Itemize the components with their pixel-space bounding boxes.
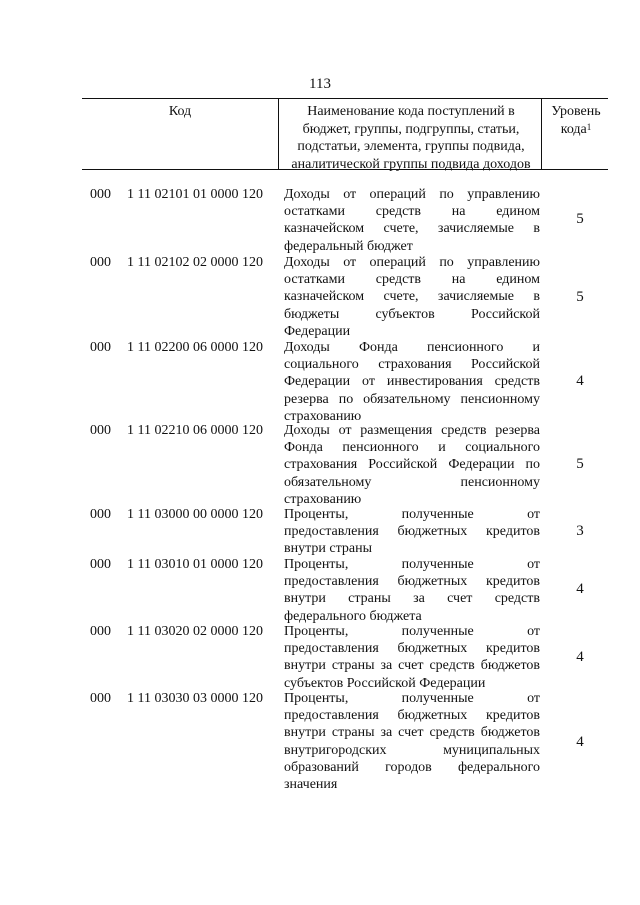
row-name-line: внутри страны за счет средств бюджетов bbox=[284, 658, 540, 674]
row-name-line: социального страхования Российской bbox=[284, 357, 540, 373]
row-level: 5 bbox=[576, 211, 584, 227]
row-name bbox=[284, 690, 540, 793]
row-name-line: субъектов Российской Федерации bbox=[284, 675, 486, 691]
row-name-line: резерва по обязательному пенсионному bbox=[284, 391, 540, 407]
header-level-line: Уровень bbox=[551, 104, 601, 119]
row-name bbox=[284, 254, 540, 340]
row-name-line: бюджеты субъектов Российской bbox=[284, 306, 540, 322]
row-name-line: Федерации от инвестирования средств bbox=[284, 374, 540, 390]
row-name-line: Доходы от размещения средств резерва bbox=[284, 423, 540, 438]
row-code: 1 11 03020 02 0000 120 bbox=[127, 624, 263, 639]
row-level: 4 bbox=[576, 581, 584, 597]
row-name-line: Проценты, полученные от bbox=[284, 557, 540, 572]
row-name-line: казначейском счете, зачисляемые в bbox=[284, 289, 540, 305]
row-name-line: страхования Российской Федерации по bbox=[284, 457, 540, 473]
row-level: 4 bbox=[576, 649, 584, 665]
row-code: 1 11 02102 02 0000 120 bbox=[127, 255, 263, 270]
row-name-line: предоставления бюджетных кредитов bbox=[284, 708, 540, 724]
row-name-line: федеральный бюджет bbox=[284, 238, 413, 254]
row-prefix: 000 bbox=[90, 255, 111, 270]
row-name bbox=[284, 506, 540, 558]
row-name-line: обязательному пенсионному bbox=[284, 474, 540, 490]
row-name-line: предоставления бюджетных кредитов bbox=[284, 574, 540, 590]
footnote-marker: 1 bbox=[586, 121, 592, 132]
page-number: 113 bbox=[309, 76, 331, 92]
row-name-line: значения bbox=[284, 777, 338, 793]
row-name-line: внутри страны bbox=[284, 541, 372, 557]
row-name-line: внутри страны за счет средств bbox=[284, 591, 540, 607]
row-name bbox=[284, 422, 540, 508]
header-name-line: Наименование кода поступлений в bbox=[307, 104, 515, 119]
row-prefix: 000 bbox=[90, 507, 111, 522]
row-prefix: 000 bbox=[90, 557, 111, 572]
row-prefix: 000 bbox=[90, 423, 111, 438]
row-code: 1 11 03030 03 0000 120 bbox=[127, 691, 263, 706]
row-name-line: Доходы от операций по управлению bbox=[284, 187, 540, 202]
row-name-line: внутригородских муниципальных bbox=[284, 742, 540, 758]
row-name-line: Проценты, полученные от bbox=[284, 507, 540, 522]
row-code: 1 11 03010 01 0000 120 bbox=[127, 557, 263, 572]
row-code: 1 11 02210 06 0000 120 bbox=[127, 423, 263, 438]
row-name-line: внутри страны за счет средств бюджетов bbox=[284, 725, 540, 741]
row-name bbox=[284, 186, 540, 255]
row-name bbox=[284, 623, 540, 692]
row-name-line: Доходы Фонда пенсионного и bbox=[284, 340, 540, 355]
row-level: 4 bbox=[576, 373, 584, 389]
row-name-line: предоставления бюджетных кредитов bbox=[284, 641, 540, 657]
header-code: Код bbox=[168, 104, 192, 119]
row-level: 5 bbox=[576, 289, 584, 305]
row-level: 4 bbox=[576, 734, 584, 750]
row-name-line: страхованию bbox=[284, 408, 362, 424]
row-code: 1 11 02101 01 0000 120 bbox=[127, 187, 263, 202]
row-level: 5 bbox=[576, 456, 584, 472]
row-name-line: федерального бюджета bbox=[284, 608, 422, 624]
row-prefix: 000 bbox=[90, 624, 111, 639]
row-name-line: казначейском счете, зачисляемые в bbox=[284, 221, 540, 237]
row-prefix: 000 bbox=[90, 187, 111, 202]
row-prefix: 000 bbox=[90, 340, 111, 355]
row-prefix: 000 bbox=[90, 691, 111, 706]
row-level: 3 bbox=[576, 523, 584, 539]
row-name-line: остатками средств на едином bbox=[284, 204, 540, 220]
row-name bbox=[284, 339, 540, 425]
header-name-line: подстатьи, элемента, группы подвида, bbox=[297, 139, 525, 154]
row-name-line: Федерации bbox=[284, 323, 351, 339]
header-name-line: аналитической группы подвида доходов bbox=[291, 156, 531, 172]
header-level-word: кода bbox=[560, 121, 587, 137]
row-name-line: остатками средств на едином bbox=[284, 272, 540, 288]
row-name-line: Проценты, полученные от bbox=[284, 624, 540, 639]
row-name-line: Доходы от операций по управлению bbox=[284, 255, 540, 270]
row-name-line: Проценты, полученные от bbox=[284, 691, 540, 706]
row-code: 1 11 03000 00 0000 120 bbox=[127, 507, 263, 522]
row-name-line: предоставления бюджетных кредитов bbox=[284, 524, 540, 540]
row-code: 1 11 02200 06 0000 120 bbox=[127, 340, 263, 355]
row-name-line: страхованию bbox=[284, 491, 362, 507]
header-name-line: бюджет, группы, подгруппы, статьи, bbox=[302, 121, 520, 137]
row-name-line: образований городов федерального bbox=[284, 759, 540, 775]
row-name bbox=[284, 556, 540, 625]
row-name-line: Фонда пенсионного и социального bbox=[284, 440, 540, 456]
